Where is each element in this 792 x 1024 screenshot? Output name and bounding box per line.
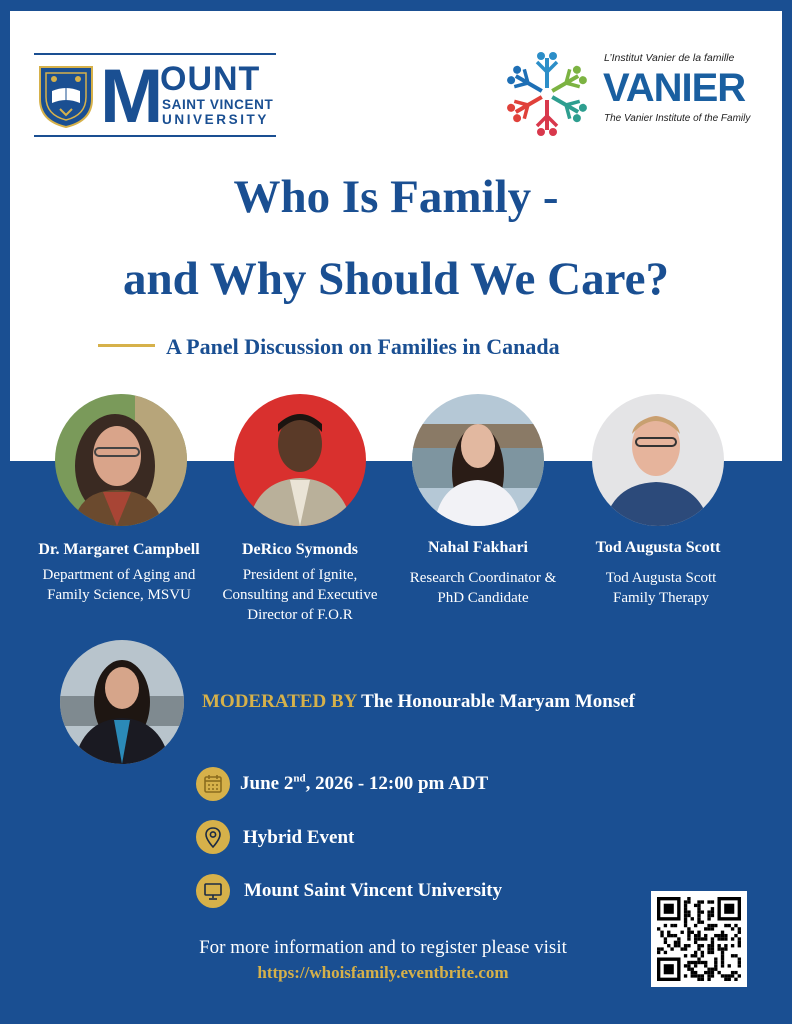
msvu-logo-line3: UNIVERSITY bbox=[162, 112, 270, 127]
event-date-prefix: June 2 bbox=[240, 773, 294, 794]
event-date-time: , 2026 - 12:00 pm ADT bbox=[305, 773, 489, 794]
moderator-label: MODERATED BY bbox=[202, 691, 357, 712]
qr-code[interactable] bbox=[651, 891, 747, 987]
event-location: Mount Saint Vincent University bbox=[244, 880, 503, 901]
panelist-photo-fakhari bbox=[412, 394, 544, 526]
moderator-photo bbox=[60, 640, 184, 764]
panelist-role-line1: Tod Augusta Scott bbox=[605, 570, 717, 586]
subtitle-rule bbox=[98, 344, 155, 347]
msvu-logo-line2: SAINT VINCENT bbox=[162, 97, 274, 112]
event-date bbox=[240, 772, 488, 796]
panelist-name: Nahal Fakhari bbox=[427, 539, 528, 556]
panelist-name: Tod Augusta Scott bbox=[595, 539, 721, 556]
event-format: Hybrid Event bbox=[243, 827, 355, 848]
panelist-role-line2: Family Science, MSVU bbox=[47, 587, 191, 603]
panelist-photo-symonds bbox=[234, 394, 366, 526]
vanier-snowflake-icon bbox=[500, 52, 594, 136]
computer-icon bbox=[196, 874, 230, 908]
msvu-m-letter: M bbox=[100, 54, 164, 139]
calendar-icon bbox=[196, 767, 230, 801]
panelist-role-line1: Department of Aging and bbox=[42, 567, 196, 583]
panelist-photo-campbell bbox=[55, 394, 187, 526]
msvu-logo bbox=[34, 53, 276, 137]
more-info-text: For more information and to register please visit bbox=[199, 937, 567, 958]
panelist-role-line3: Director of F.O.R bbox=[247, 607, 353, 623]
location-pin-icon bbox=[196, 820, 230, 854]
panelist-photo-augusta-scott bbox=[592, 394, 724, 526]
event-date-suffix-ordinal: nd bbox=[293, 772, 306, 785]
panelist-role-line1: President of Ignite, bbox=[242, 567, 358, 583]
vanier-name: VANIER bbox=[603, 66, 746, 110]
panelist-role-line1: Research Coordinator & bbox=[409, 570, 557, 586]
registration-link[interactable]: https://whoisfamily.eventbrite.com bbox=[257, 963, 509, 982]
panelist-name: Dr. Margaret Campbell bbox=[38, 541, 200, 558]
msvu-crest-icon bbox=[38, 65, 94, 129]
panelist-role-line2: Consulting and Executive bbox=[222, 587, 378, 603]
vanier-french-name: L’Institut Vanier de la famille bbox=[604, 52, 735, 64]
msvu-logo-line1: OUNT bbox=[160, 60, 261, 98]
moderator-name: The Honourable Maryam Monsef bbox=[361, 691, 635, 712]
vanier-logo bbox=[500, 50, 760, 140]
event-title-line1: Who Is Family - bbox=[233, 171, 559, 223]
moderator-line bbox=[202, 690, 635, 714]
vanier-english-name: The Vanier Institute of the Family bbox=[604, 113, 751, 124]
event-title-line2: and Why Should We Care? bbox=[123, 253, 669, 305]
panelist-role-line2: Family Therapy bbox=[613, 590, 709, 606]
panelist-role-line2: PhD Candidate bbox=[437, 590, 529, 606]
panelist-name: DeRico Symonds bbox=[241, 541, 358, 558]
event-subtitle: A Panel Discussion on Families in Canada bbox=[166, 334, 560, 359]
